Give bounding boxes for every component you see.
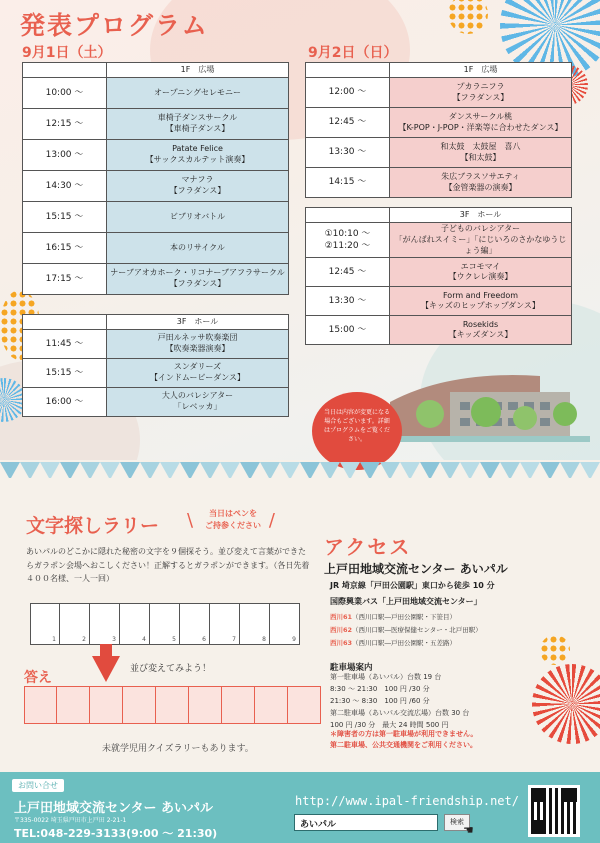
letter-box: [30, 603, 60, 645]
access-title: アクセス: [324, 535, 412, 559]
parking-title: 駐車場案内: [330, 663, 373, 673]
time-cell: 12:45 〜: [306, 108, 390, 138]
letter-box: [60, 603, 90, 645]
letter-box: [180, 603, 210, 645]
letter-box-number: 7: [232, 636, 236, 643]
arrange-hint: 並び変えてみよう！: [130, 664, 212, 674]
bus-line-code: 西川61: [330, 613, 353, 621]
answer-label: 答え: [24, 670, 52, 686]
search-button[interactable]: 検索: [444, 814, 470, 831]
time-cell: 12:00 〜: [306, 78, 390, 108]
time-cell: 12:15 〜: [23, 109, 107, 140]
table-row: [23, 140, 289, 171]
time-cell: 15:15 〜: [23, 202, 107, 233]
table-row: [23, 388, 289, 417]
program-cell: 戸田ルネッサ吹奏楽団 【吹奏楽器演奏】: [107, 330, 289, 359]
inquiry-badge: お問い合せ: [12, 779, 64, 792]
program-cell: スンダリーズ 【インドムービーダンス】: [107, 359, 289, 388]
rally-title: 文字探しラリー: [26, 515, 160, 537]
time-cell: 15:00 〜: [306, 316, 390, 345]
bus-line-list: [330, 611, 482, 650]
program-cell: Form and Freedom 【キッズのヒップホップダンス】: [390, 287, 572, 316]
program-cell: 大人のバレシアター 「レベッカ」: [107, 388, 289, 417]
time-cell: 13:00 〜: [23, 140, 107, 171]
page-title: 発表プログラム: [20, 11, 209, 40]
table-row: [306, 168, 572, 198]
letter-boxes: [30, 603, 300, 645]
table-row: [23, 171, 289, 202]
kids-quiz-note: 未就学児用クイズラリーもあります。: [102, 744, 254, 754]
venue-name: 上戸田地域交流センター あいパル: [324, 562, 508, 576]
time-cell: 16:15 〜: [23, 233, 107, 264]
table-row: [23, 78, 289, 109]
table-header: 1F 広場: [107, 63, 289, 78]
table-header-blank: [306, 208, 390, 223]
bus-line-route: （西川口駅―戸田公園駅・下笹目）: [352, 613, 457, 621]
parking-info: [330, 672, 469, 731]
bus-line: [330, 637, 482, 650]
bus-line: [330, 611, 482, 624]
parking-line: 第二駐車場（あいパル交流広場）台数 30 台: [330, 708, 470, 717]
footer-venue-name: 上戸田地域交流センター あいパル: [14, 801, 214, 816]
time-cell: 15:15 〜: [23, 359, 107, 388]
program-cell: エコモマイ 【ウクレレ演奏】: [390, 258, 572, 287]
program-cell: 和太鼓 太鼓屋 喜八 【和太鼓】: [390, 138, 572, 168]
time-cell: 16:00 〜: [23, 388, 107, 417]
schedule-table-day1-1f: [22, 62, 289, 295]
program-cell: ナーブアオカホーク・リコナーブアフラサークル 【フラダンス】: [107, 264, 289, 295]
program-cell: 子どものバレシアター 「がんばれスイミー」「にじいろのさかなゆうじょう編」: [390, 223, 572, 258]
table-row: [306, 138, 572, 168]
table-row: [306, 223, 572, 258]
down-arrow-icon: [92, 656, 120, 682]
parking-line: 8:30 〜 21:30 100 円 /30 分: [330, 684, 430, 693]
table-row: [23, 109, 289, 140]
building-illustration: [390, 362, 590, 442]
firework-decoration: [532, 664, 600, 744]
table-row: [23, 202, 289, 233]
table-row: [306, 78, 572, 108]
letter-box-number: 5: [172, 636, 176, 643]
letter-box-number: 4: [142, 636, 146, 643]
letter-box: [240, 603, 270, 645]
program-cell: Patate Felice 【サックスカルテット演奏】: [107, 140, 289, 171]
qr-code[interactable]: [528, 785, 580, 837]
parking-line: 第一駐車場（あいパル）台数 19 台: [330, 673, 442, 681]
rally-description: あいパルのどこかに隠れた秘密の文字を９個探そう。並び変えて言葉ができたらガラポン会場へおこしください！正解するとガラポンができます。（各日先着４００名様、一人一回）: [26, 547, 310, 584]
program-cell: ビブリオバトル: [107, 202, 289, 233]
program-cell: オープニングセレモニー: [107, 78, 289, 109]
bus-line-route: （西川口駅―戸田公園駅・五差路）: [352, 639, 457, 647]
table-row: [306, 287, 572, 316]
table-row: [306, 258, 572, 287]
program-cell: 本のリサイクル: [107, 233, 289, 264]
parking-line: 100 円 /30 分 最大 24 時間 500 円: [330, 720, 449, 729]
letter-box: [90, 603, 120, 645]
table-row: [23, 359, 289, 388]
letter-box-number: 3: [112, 636, 116, 643]
program-cell: Rosekids 【キッズダンス】: [390, 316, 572, 345]
notice-bubble: 当日は内容が変更になる場合もございます。詳細はプログラムをご覧ください。: [312, 392, 402, 470]
table-header-blank: [23, 63, 107, 78]
website-url[interactable]: http://www.ipal-friendship.net/: [295, 794, 519, 808]
table-row: [23, 264, 289, 295]
time-cell: 13:30 〜: [306, 138, 390, 168]
program-cell: マナフラ 【フラダンス】: [107, 171, 289, 202]
rally-pen-note-text: 当日はペンを ご持参ください: [205, 509, 261, 530]
time-cell: ①10:10 〜 ②11:20 〜: [306, 223, 390, 258]
pointer-hand-icon: ☚: [463, 823, 474, 837]
table-header-blank: [306, 63, 390, 78]
bus-line: [330, 624, 482, 637]
table-row: [306, 108, 572, 138]
table-row: [23, 330, 289, 359]
bus-line-code: 西川63: [330, 639, 353, 647]
bus-line-route: （西川口駅―医療保健センター・北戸田駅）: [352, 626, 482, 634]
bus-line-code: 西川62: [330, 626, 353, 634]
letter-box-number: 1: [52, 636, 56, 643]
schedule-table-day2-1f: [305, 62, 572, 198]
bunting-decoration: [0, 462, 600, 480]
letter-box: [150, 603, 180, 645]
schedule-table-day1-3f: [22, 314, 289, 417]
letter-box: [210, 603, 240, 645]
letter-box-number: 9: [292, 636, 296, 643]
time-cell: 13:30 〜: [306, 287, 390, 316]
table-header-blank: [23, 315, 107, 330]
time-cell: 11:45 〜: [23, 330, 107, 359]
program-cell: プカラニフラ 【フラダンス】: [390, 78, 572, 108]
time-cell: 17:15 〜: [23, 264, 107, 295]
answer-boxes: [24, 686, 321, 724]
table-header: 3F ホール: [390, 208, 572, 223]
letter-box-number: 2: [82, 636, 86, 643]
table-row: [306, 316, 572, 345]
letter-box-number: 8: [262, 636, 266, 643]
time-cell: 12:45 〜: [306, 258, 390, 287]
table-header: 1F 広場: [390, 63, 572, 78]
time-cell: 10:00 〜: [23, 78, 107, 109]
time-cell: 14:15 〜: [306, 168, 390, 198]
letter-box: [120, 603, 150, 645]
letter-box-number: 6: [202, 636, 206, 643]
parking-line: 21:30 〜 8:30 100 円 /60 分: [330, 696, 430, 705]
table-header: 3F ホール: [107, 315, 289, 330]
footer-address: 〒335-0022 埼玉県戸田市上戸田 2-21-1: [14, 817, 127, 824]
search-input[interactable]: あいパル: [294, 814, 438, 831]
firework-decoration: [540, 635, 570, 665]
day1-label: 9月1日（土）: [22, 45, 112, 61]
table-row: [23, 233, 289, 264]
letter-box: [270, 603, 300, 645]
bus-access: 国際興業バス「上戸田地域交流センター」: [330, 597, 482, 606]
parking-warning: ＊障害者の方は第一駐車場が利用できません。 第二駐車場、公共交通機関をご利用ください。: [330, 730, 478, 750]
footer-tel: TEL:048-229-3133(9:00 〜 21:30): [14, 827, 218, 840]
time-cell: 14:30 〜: [23, 171, 107, 202]
schedule-table-day2-3f: [305, 207, 572, 345]
program-cell: 朱広ブラスソサエティ 【金管楽器の演奏】: [390, 168, 572, 198]
day2-label: 9月2日（日）: [308, 45, 398, 61]
rally-pen-note: [205, 508, 261, 531]
program-cell: ダンスサークル桃 【K-POP・J-POP・洋楽等に合わせたダンス】: [390, 108, 572, 138]
train-access: JR 埼京線「戸田公園駅」東口から徒歩 10 分: [330, 581, 495, 590]
program-cell: 車椅子ダンスサークル 【車椅子ダンス】: [107, 109, 289, 140]
